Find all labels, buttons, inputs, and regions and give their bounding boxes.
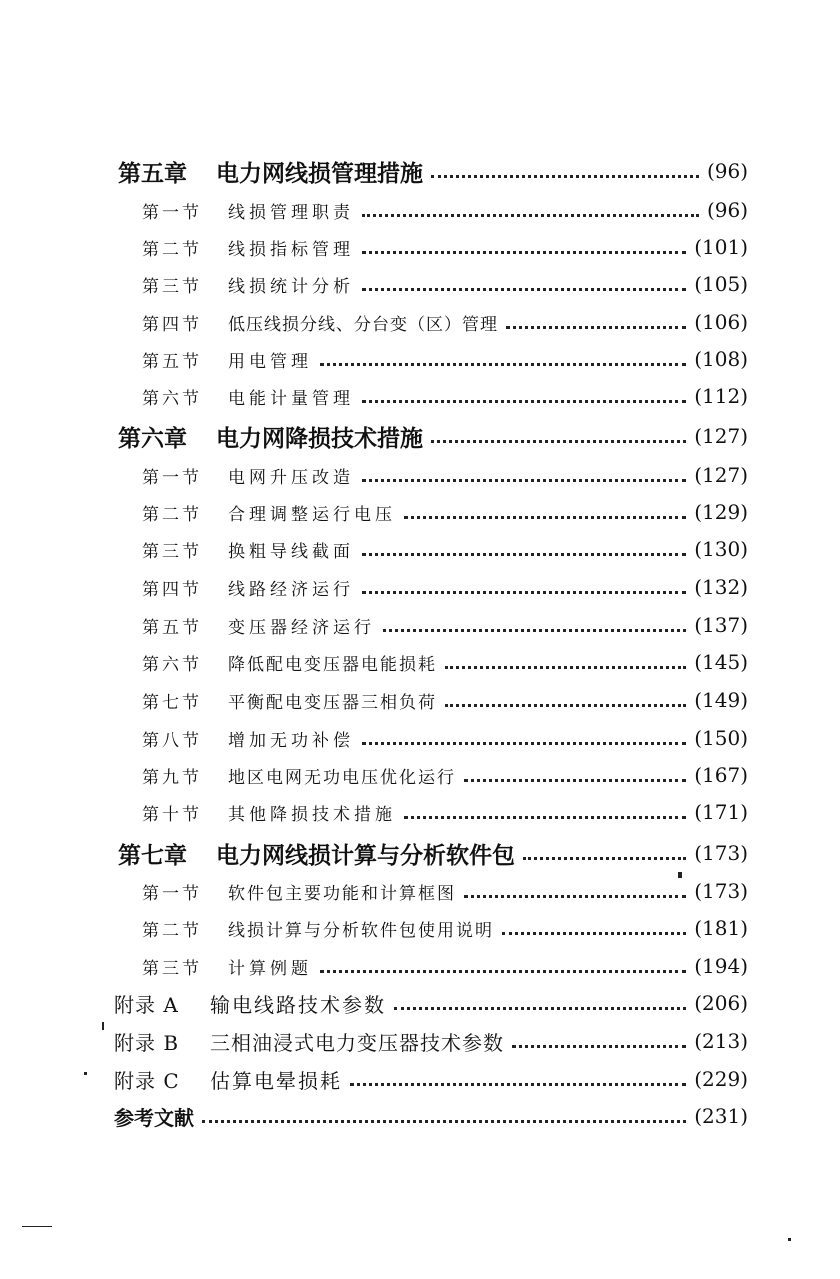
section-number: 第九节 bbox=[142, 767, 202, 788]
page-number: (129) bbox=[694, 500, 748, 524]
section-number: 第二节 bbox=[142, 920, 202, 941]
dot-leader bbox=[362, 477, 686, 482]
toc-section bbox=[142, 460, 748, 490]
toc-section bbox=[142, 232, 748, 262]
appendix-title: 输电线路技术参数 bbox=[210, 992, 386, 1017]
toc-section bbox=[142, 534, 748, 564]
dot-leader bbox=[512, 1043, 686, 1048]
toc-section bbox=[142, 876, 748, 906]
chapter-number: 第六章 bbox=[118, 424, 187, 452]
page-number: (173) bbox=[694, 879, 748, 903]
section-title: 电能计量管理 bbox=[228, 388, 354, 409]
dot-leader bbox=[320, 361, 686, 366]
section-number: 第五节 bbox=[142, 617, 202, 638]
toc-appendix-c bbox=[114, 1064, 748, 1094]
dot-leader bbox=[445, 702, 686, 707]
section-number: 第三节 bbox=[142, 541, 202, 562]
toc-chapter-5 bbox=[118, 156, 748, 186]
appendix-title: 三相油浸式电力变压器技术参数 bbox=[210, 1030, 504, 1055]
toc-section bbox=[142, 269, 748, 299]
toc-chapter-7 bbox=[118, 838, 748, 868]
scan-speck bbox=[84, 1072, 87, 1075]
page-number: (167) bbox=[694, 763, 748, 787]
page-number: (173) bbox=[694, 841, 748, 865]
section-number: 第五节 bbox=[142, 351, 202, 372]
section-number: 第四节 bbox=[142, 314, 202, 335]
section-title: 换粗导线截面 bbox=[228, 541, 354, 562]
appendix-label: 附录 C bbox=[114, 1068, 180, 1093]
dot-leader bbox=[362, 398, 686, 403]
page-number: (149) bbox=[694, 688, 748, 712]
page-number: (101) bbox=[694, 235, 748, 259]
dot-leader bbox=[362, 551, 686, 556]
dot-leader bbox=[445, 664, 686, 669]
section-title: 平衡配电变压器三相负荷 bbox=[228, 692, 437, 713]
section-number: 第十节 bbox=[142, 804, 202, 825]
page-number: (112) bbox=[694, 384, 748, 408]
scan-speck bbox=[22, 1226, 52, 1227]
page-number: (108) bbox=[694, 347, 748, 371]
section-title: 增加无功补偿 bbox=[228, 730, 354, 751]
section-title: 用电管理 bbox=[228, 351, 312, 372]
dot-leader bbox=[202, 1118, 686, 1123]
page-number: (171) bbox=[694, 800, 748, 824]
page-number: (206) bbox=[694, 991, 748, 1015]
dot-leader bbox=[502, 930, 686, 935]
section-title: 降低配电变压器电能损耗 bbox=[228, 654, 437, 675]
appendix-label: 附录 B bbox=[114, 1030, 180, 1055]
toc-section bbox=[142, 572, 748, 602]
toc-section bbox=[142, 760, 748, 790]
section-number: 第一节 bbox=[142, 883, 202, 904]
section-number: 第八节 bbox=[142, 730, 202, 751]
dot-leader bbox=[350, 1081, 686, 1086]
section-number: 第三节 bbox=[142, 958, 202, 979]
toc-section bbox=[142, 381, 748, 411]
page-number: (150) bbox=[694, 726, 748, 750]
section-title: 线损管理职责 bbox=[228, 202, 354, 223]
dot-leader bbox=[464, 893, 686, 898]
dot-leader bbox=[506, 324, 686, 329]
section-title: 线损计算与分析软件包使用说明 bbox=[228, 920, 494, 941]
section-title: 变压器经济运行 bbox=[228, 617, 375, 638]
section-title: 计算例题 bbox=[228, 958, 312, 979]
toc-section bbox=[142, 344, 748, 374]
dot-leader bbox=[362, 740, 686, 745]
scan-speck bbox=[788, 1238, 791, 1241]
toc-section bbox=[142, 497, 748, 527]
toc-section bbox=[142, 647, 748, 677]
dot-leader bbox=[362, 249, 686, 254]
chapter-number: 第五章 bbox=[118, 159, 187, 187]
dot-leader bbox=[383, 627, 686, 632]
section-number: 第二节 bbox=[142, 504, 202, 525]
page-number: (213) bbox=[694, 1029, 748, 1053]
section-title: 其他降损技术措施 bbox=[228, 804, 396, 825]
toc-appendix-b bbox=[114, 1026, 748, 1056]
references-title: 参考文献 bbox=[114, 1105, 194, 1130]
section-title: 软件包主要功能和计算框图 bbox=[228, 883, 456, 904]
appendix-label: 附录 A bbox=[114, 992, 179, 1017]
toc-chapter-6 bbox=[118, 421, 748, 451]
section-number: 第七节 bbox=[142, 692, 202, 713]
section-title: 低压线损分线、分台变（区）管理 bbox=[228, 314, 498, 335]
scan-speck bbox=[678, 872, 682, 878]
toc-section bbox=[142, 913, 748, 943]
section-number: 第四节 bbox=[142, 579, 202, 600]
toc-references bbox=[114, 1101, 748, 1131]
section-number: 第三节 bbox=[142, 276, 202, 297]
section-title: 线损统计分析 bbox=[228, 276, 354, 297]
section-number: 第一节 bbox=[142, 467, 202, 488]
section-title: 合理调整运行电压 bbox=[228, 504, 396, 525]
page-number: (96) bbox=[706, 159, 748, 183]
section-title: 线损指标管理 bbox=[228, 239, 354, 260]
dot-leader bbox=[394, 1005, 686, 1010]
toc-section bbox=[142, 685, 748, 715]
section-title: 地区电网无功电压优化运行 bbox=[228, 767, 456, 788]
toc-appendix-a bbox=[114, 988, 748, 1018]
page-number: (145) bbox=[694, 650, 748, 674]
section-number: 第一节 bbox=[142, 202, 202, 223]
page-number: (106) bbox=[694, 310, 748, 334]
chapter-title: 电力网线损管理措施 bbox=[216, 159, 423, 187]
dot-leader bbox=[404, 814, 686, 819]
chapter-title: 电力网线损计算与分析软件包 bbox=[216, 841, 515, 869]
toc-section bbox=[142, 195, 748, 225]
page-number: (105) bbox=[694, 272, 748, 296]
dot-leader bbox=[320, 968, 686, 973]
appendix-title: 估算电晕损耗 bbox=[210, 1068, 342, 1093]
page-number: (137) bbox=[694, 613, 748, 637]
page-number: (96) bbox=[706, 198, 748, 222]
page-number: (231) bbox=[694, 1104, 748, 1128]
page-number: (194) bbox=[694, 954, 748, 978]
page-number: (181) bbox=[694, 916, 748, 940]
section-title: 线路经济运行 bbox=[228, 579, 354, 600]
toc-section bbox=[142, 797, 748, 827]
dot-leader bbox=[362, 212, 699, 217]
page-number: (127) bbox=[694, 424, 748, 448]
page-number: (127) bbox=[694, 463, 748, 487]
dot-leader bbox=[404, 514, 686, 519]
chapter-title: 电力网降损技术措施 bbox=[216, 424, 423, 452]
page-number: (132) bbox=[694, 575, 748, 599]
dot-leader bbox=[362, 286, 686, 291]
dot-leader bbox=[431, 438, 686, 443]
toc-section bbox=[142, 951, 748, 981]
section-title: 电网升压改造 bbox=[228, 467, 354, 488]
dot-leader bbox=[431, 173, 699, 178]
dot-leader bbox=[464, 777, 686, 782]
toc-section bbox=[142, 723, 748, 753]
chapter-number: 第七章 bbox=[118, 841, 187, 869]
page-number: (229) bbox=[694, 1067, 748, 1091]
section-number: 第六节 bbox=[142, 388, 202, 409]
dot-leader bbox=[362, 589, 686, 594]
section-number: 第二节 bbox=[142, 239, 202, 260]
dot-leader bbox=[523, 855, 686, 860]
section-number: 第六节 bbox=[142, 654, 202, 675]
toc-section bbox=[142, 610, 748, 640]
scan-speck bbox=[102, 1022, 104, 1030]
page-number: (130) bbox=[694, 537, 748, 561]
toc-section bbox=[142, 307, 748, 337]
